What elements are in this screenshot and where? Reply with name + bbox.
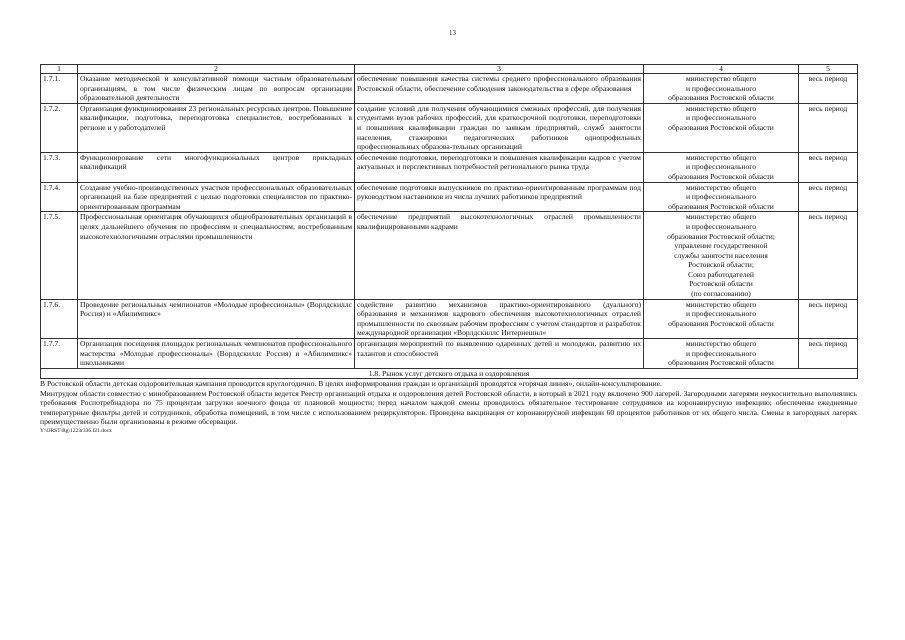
note-paragraph: В Ростовской области детская оздоровительная кампания проводится круглогодично. В целях информирования граждан и организаций проводятся «горячая линия», онлайн-консультирование. [40, 379, 662, 388]
row-number: 1.7.7. [41, 339, 78, 369]
executor-line: образования Ростовской области [668, 201, 774, 211]
row-number: 1.7.2. [41, 103, 78, 152]
result-cell: обеспечение подготовки, переподготовки и повышения квалификации кадров с учетом актуальных и перспективных потребностей регионального рынка труда [355, 152, 644, 182]
period-cell: весь период [799, 182, 858, 212]
table-row [41, 182, 858, 212]
executor-line: образования Ростовской области [668, 318, 774, 328]
executor-line: Ростовской области [689, 279, 753, 289]
executor-line: министерство общего [685, 182, 757, 192]
file-path-footer: Y:\ORST\Rg\1223r336.f21.docx [40, 428, 112, 434]
row-number: 1.7.5. [41, 212, 78, 299]
result-cell: содействие развитию механизмов практико-ориентированного (дуального) образования и механизмов кадрового обеспечения высокотехнологичных отраслей промышленности по сквозным рабочим профессиям с учетом стандартов и разработок международной организации «Ворлдскиллс Интернешнл» [355, 299, 644, 338]
executor-line: образования Ростовской области [668, 122, 774, 132]
action-cell: Профессиональная ориентация обучающихся общеобразовательных организаций в целях дальнейшего обучения по профессиям и специальностям, востребованным высокотехнологичными отраслями промышленности [78, 212, 355, 299]
executor-line: и профессионального [685, 162, 757, 172]
table-header-row [41, 65, 858, 74]
column-header: 3 [355, 65, 644, 74]
executor-line: образования Ростовской области [668, 93, 774, 103]
executor-line: образования Ростовской области; [667, 231, 775, 241]
executor-line: министерство общего [685, 212, 757, 222]
action-cell: Функционирование сети многофункциональных центров прикладных квалификаций [78, 152, 355, 182]
column-header: 5 [799, 65, 858, 74]
row-number: 1.7.6. [41, 299, 78, 338]
executor-line: министерство общего [685, 339, 757, 349]
table-row [41, 74, 858, 104]
executor-line: и профессионального [685, 309, 757, 319]
result-cell: обеспечение предприятий высокотехнологичных отраслей промышленности квалифицированными кадрами [355, 212, 644, 299]
executor-cell [644, 212, 799, 299]
executor-line: службы занятости населения [674, 250, 768, 260]
executor-cell [644, 182, 799, 212]
executor-line: министерство общего [685, 74, 757, 83]
executor-line: министерство общего [685, 103, 757, 113]
executor-line: Ростовской области; [688, 260, 754, 270]
table-row [41, 103, 858, 152]
period-cell: весь период [799, 152, 858, 182]
row-number: 1.7.1. [41, 74, 78, 104]
executor-cell [644, 103, 799, 152]
column-header: 4 [644, 65, 799, 74]
executor-line: Союз работодателей [688, 269, 754, 279]
executor-cell [644, 299, 799, 338]
executor-cell [644, 152, 799, 182]
table-row [41, 152, 858, 182]
row-number: 1.7.4. [41, 182, 78, 212]
result-cell: обеспечение подготовки выпускников по практико-ориентированным программам под руководством наставников из числа лучших работников предприятий [355, 182, 644, 212]
executor-line: министерство общего [685, 299, 757, 309]
period-cell: весь период [799, 103, 858, 152]
period-cell: весь период [799, 212, 858, 299]
executor-cell [644, 339, 799, 369]
section-title-row [41, 368, 858, 379]
section-title: 1.8. Рынок услуг детского отдыха и оздоровления [41, 368, 858, 379]
action-cell: Оказание методической и консультативной помощи частным образовательным организациям, в том числе физическим лицам по вопросам организации образовательной деятельности [78, 74, 355, 104]
period-cell: весь период [799, 339, 858, 369]
result-cell: обеспечение повышения качества системы среднего профессионального образования Ростовской области, обеспечение соблюдения законодательства в сфере образования [355, 74, 644, 104]
executor-line: и профессионального [685, 83, 757, 93]
executor-line: (по согласованию) [691, 289, 751, 299]
section-notes [40, 379, 857, 427]
executor-line: и профессионального [685, 113, 757, 123]
executor-line: министерство общего [685, 152, 757, 162]
measures-table [40, 64, 858, 379]
column-header: 2 [78, 65, 355, 74]
executor-line: и профессионального [685, 348, 757, 358]
executor-cell [644, 74, 799, 104]
result-cell: организация мероприятий по выявлению одаренных детей и молодежи, развитию их талантов и способностей [355, 339, 644, 369]
table-row [41, 339, 858, 369]
executor-line: управление государственной [674, 241, 768, 251]
executor-line: и профессионального [685, 192, 757, 202]
table-row [41, 212, 858, 299]
action-cell: Создание учебно-производственных участков профессиональных образовательных организаций на базе предприятий с целью подготовки специалистов по практико-ориентированным программам [78, 182, 355, 212]
executor-line: и профессионального [685, 221, 757, 231]
action-cell: Проведение региональных чемпионатов «Молодые профессионалы» (Ворлдскиллс Россия) и «Абилимпикс» [78, 299, 355, 338]
executor-line: образования Ростовской области [668, 358, 774, 368]
executor-line: образования Ростовской области [668, 171, 774, 181]
note-paragraph: Минтрудом области совместно с минобразованием Ростовской области ведется Реестр организаций отдыха и оздоровления детей Ростовской области, в который в 2021 году включено 900 лагерей. Загородными лагерями неукоснительно выполнялись требования Роспотребнадзора по 75 процентам загрузки коечного фонда от плановой мощности; перед началом каждой смены проводилось обязательное тестирование сотрудников на коронавирусную инфекцию; обеспечены ежедневные температурные фильтры детей и сотрудников, обработка помещений, в том числе с использованием рециркуляторов. Проведена вакцинация от коронавирусной инфекции 60 процентов работников от их общего числа. Смены в загородных лагерях преимущественно были организованы в режиме обсервации. [40, 388, 857, 427]
period-cell: весь период [799, 74, 858, 104]
table-row [41, 299, 858, 338]
action-cell: Организация функционирования 23 региональных ресурсных центров. Повышение квалификации, подготовка, переподготовка специалистов, востребованных в регионе и у работодателей [78, 103, 355, 152]
column-header: 1 [41, 65, 78, 74]
row-number: 1.7.3. [41, 152, 78, 182]
page-number: 13 [449, 29, 456, 37]
result-cell: создание условий для получения обучающимися смежных профессий, для получения студентами вузов рабочих профессий, для краткосрочной подготовки, переподготовки и повышения квалификации граждан по заявкам предприятий, служб занятости населения, стажировки педагогических работников однопрофильных профессиональных образова-тельных организаций [355, 103, 644, 152]
action-cell: Организация посещения площадок региональных чемпионатов профессионального мастерства «Молодые профессионалы» (Ворлдскиллс Россия) и «Абилимпикс» школьниками [78, 339, 355, 369]
period-cell: весь период [799, 299, 858, 338]
